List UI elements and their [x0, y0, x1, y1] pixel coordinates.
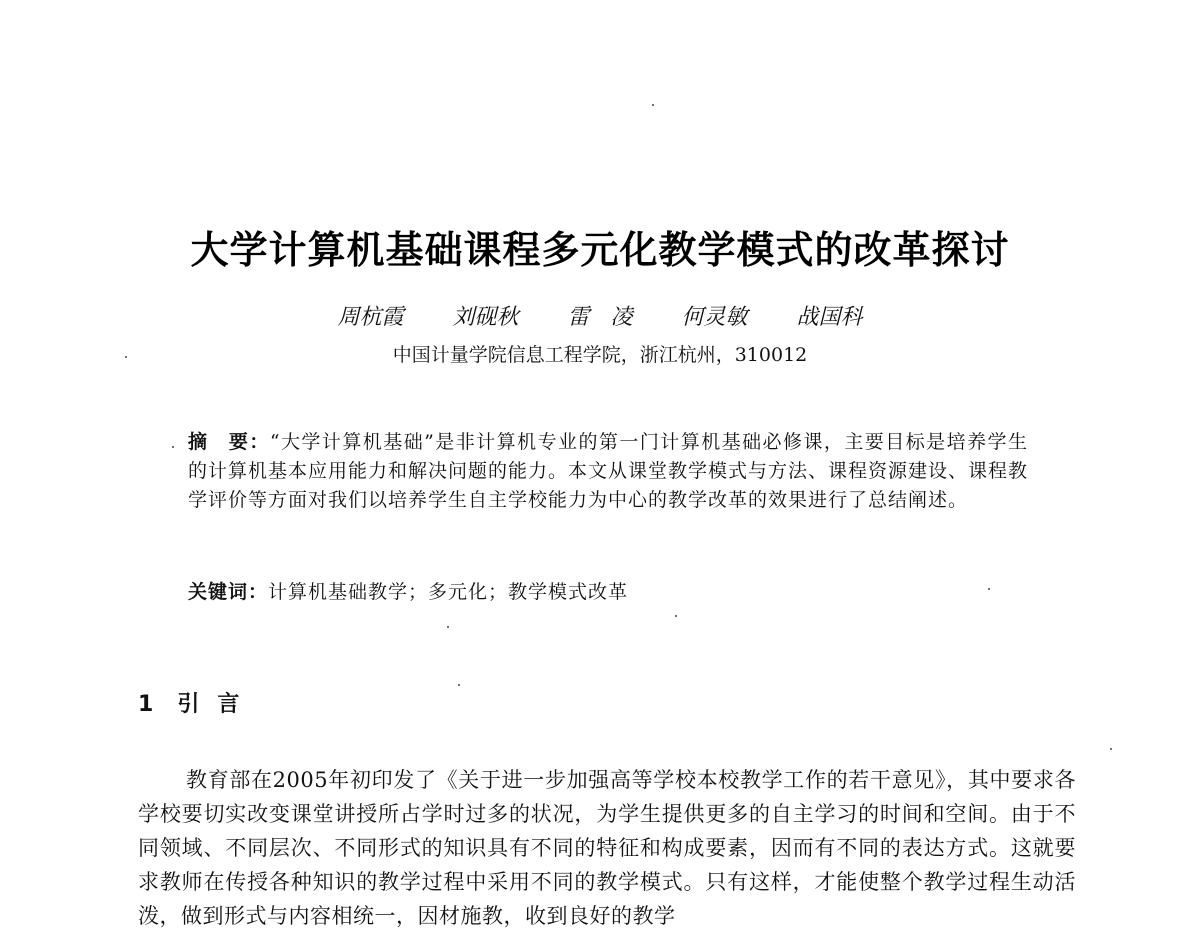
abstract-text: “大学计算机基础”是非计算机专业的第一门计算机基础必修课，主要目标是培养学生的计算机基本应用能力和解决问题的能力。本文从课堂教学模式与方法、课程资源建设、课程教学评价等方面对我们以培养学生自主学校能力为中心的教学改革的效果进行了总结阐述。: [188, 431, 1029, 511]
paper-title: 大学计算机基础课程多元化教学模式的改革探讨: [190, 228, 1010, 272]
keywords-label: 关键词：: [188, 581, 269, 603]
section-title: 引言: [177, 692, 258, 717]
keywords-text: 计算机基础教学；多元化；教学模式改革: [268, 581, 629, 603]
author-name: 刘砚秋: [452, 305, 519, 330]
author-list: [0, 303, 1200, 333]
scan-speck: [458, 684, 460, 686]
abstract: [188, 428, 1028, 515]
scan-speck: [675, 615, 677, 617]
section-number: 1: [138, 692, 154, 717]
scan-speck: [447, 626, 449, 628]
section-heading: [138, 690, 257, 720]
scan-speck: [988, 588, 990, 590]
abstract-label: 摘 要：: [188, 431, 270, 453]
author-name: 何灵敏: [681, 305, 748, 330]
author-name: 战国科: [796, 305, 863, 330]
scan-speck: [1110, 748, 1112, 750]
scan-speck: [652, 104, 654, 106]
scan-speck: [125, 356, 127, 358]
body-paragraph: 教育部在2005年初印发了《关于进一步加强高等学校本校教学工作的若干意见》，其中要求各学校要切实改变课堂讲授所占学时过多的状况，为学生提供更多的自主学习的时间和空间。由于不同领域、不同层次、不同形式的知识具有不同的特征和构成要素，因而有不同的表达方式。这就要求教师在传授各种知识的教学过程中采用不同的教学模式。只有这样，才能使整个教学过程生动活泼，做到形式与内容相统一，因材施教，收到良好的教学: [138, 768, 1076, 928]
author-name: 周杭霞: [337, 305, 404, 330]
affiliation: 中国计量学院信息工程学院，浙江杭州，310012: [392, 344, 808, 366]
scan-speck: [172, 446, 174, 448]
keywords: [188, 578, 1028, 607]
author-name: 雷 凌: [567, 305, 633, 330]
